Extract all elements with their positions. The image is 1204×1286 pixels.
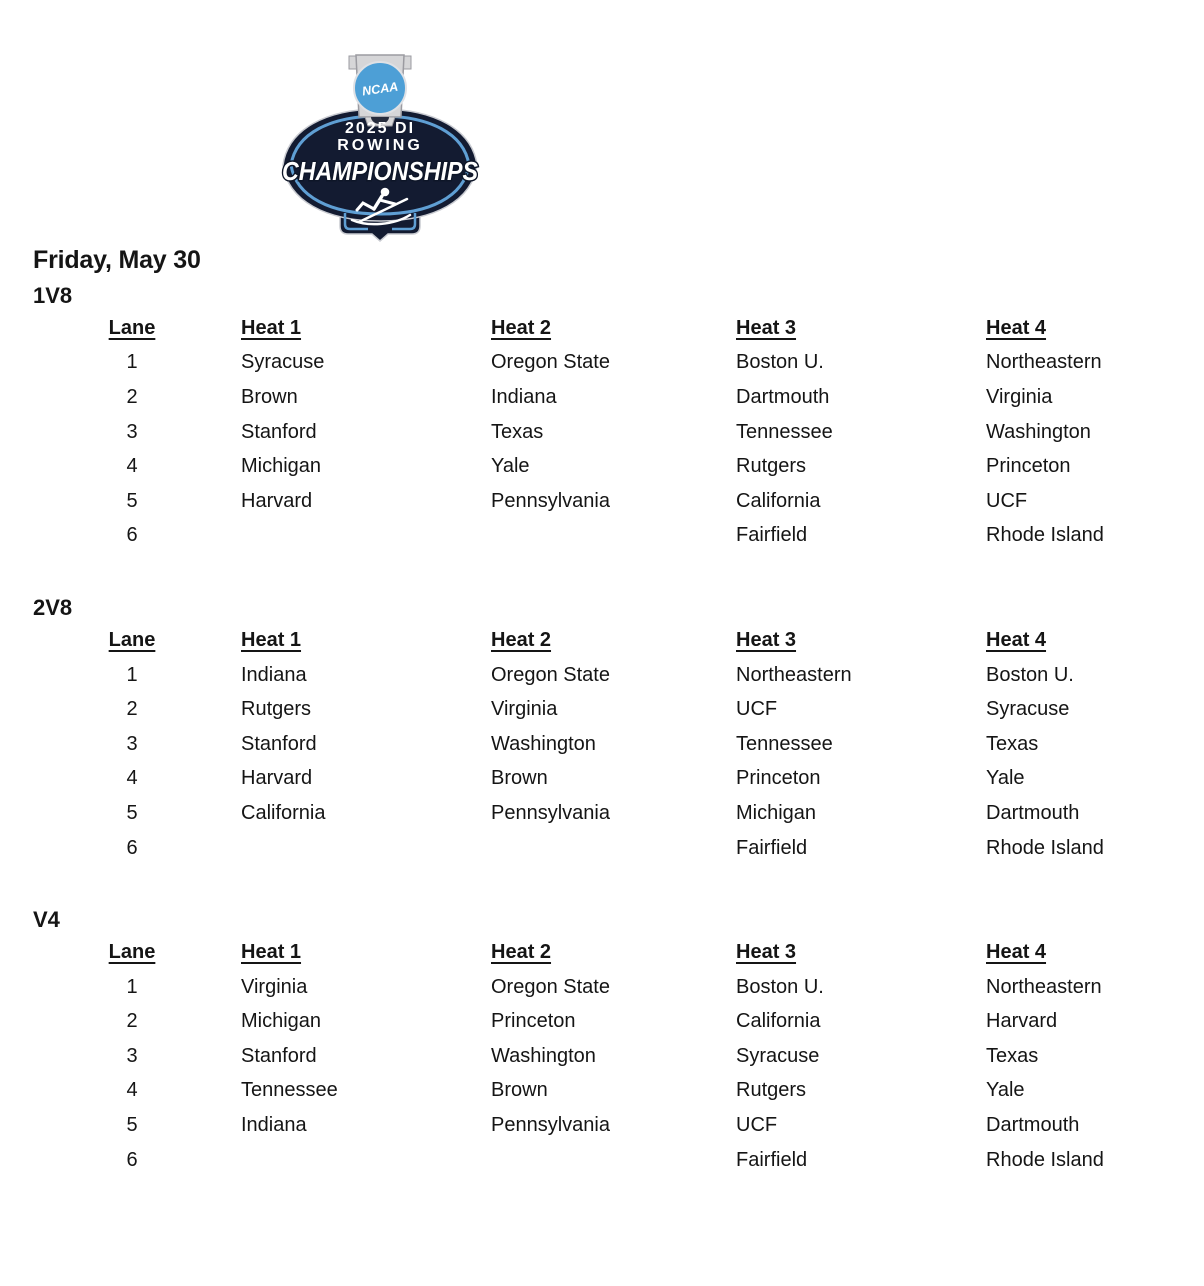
column-header-heat-2 <box>491 317 736 340</box>
lane-row <box>106 658 1204 693</box>
lane-row <box>106 831 1204 866</box>
column-header-heat-1 <box>241 317 491 340</box>
column-header-lane <box>106 317 158 340</box>
team-name: Oregon State <box>491 351 610 374</box>
column-header-label: Heat 1 <box>241 316 302 339</box>
event-section <box>0 281 1204 553</box>
team-name: UCF <box>736 1114 778 1137</box>
column-header-heat-4 <box>986 317 1204 340</box>
event-title-v4: V4 <box>33 907 60 933</box>
lane-number: 5 <box>126 489 138 512</box>
lane-row <box>106 762 1204 797</box>
heat-table <box>106 935 1204 1177</box>
lane-number: 3 <box>126 1044 138 1067</box>
team-name: Dartmouth <box>986 801 1080 824</box>
team-name: Syracuse <box>986 698 1070 721</box>
team-name: Texas <box>491 420 544 443</box>
column-header-label: Heat 3 <box>736 628 797 651</box>
logo-year-division-text: 2025 DI <box>344 120 416 137</box>
column-header-label: Heat 4 <box>986 316 1047 339</box>
team-name: Northeastern <box>986 975 1102 998</box>
team-name: Northeastern <box>986 351 1102 374</box>
team-name: Princeton <box>986 455 1071 478</box>
team-name: Michigan <box>241 455 322 478</box>
team-name: Indiana <box>241 663 307 686</box>
team-name: Yale <box>986 767 1025 790</box>
lane-number: 1 <box>126 663 138 686</box>
lane-row <box>106 1143 1204 1178</box>
lane-number: 6 <box>126 1148 138 1171</box>
column-header-heat-3 <box>736 317 986 340</box>
lane-row <box>106 796 1204 831</box>
column-header-heat-1 <box>241 941 491 964</box>
team-name: Stanford <box>241 1044 317 1067</box>
lane-row <box>106 1039 1204 1074</box>
logo-sport-text: ROWING <box>337 137 423 154</box>
team-name: Rhode Island <box>986 524 1104 547</box>
team-name: Syracuse <box>241 351 325 374</box>
lane-row <box>106 1074 1204 1109</box>
heat-table <box>106 623 1204 865</box>
team-name: Rutgers <box>736 1079 807 1102</box>
team-name: Texas <box>986 1044 1039 1067</box>
header-row <box>106 311 1204 346</box>
column-header-label: Lane <box>108 941 156 964</box>
lane-row <box>106 449 1204 484</box>
team-name: Rhode Island <box>986 836 1104 859</box>
team-name: Brown <box>491 1079 548 1102</box>
team-name: Pennsylvania <box>491 489 610 512</box>
header-area <box>0 0 1204 245</box>
heat-table <box>106 311 1204 553</box>
column-header-label: Heat 3 <box>736 941 797 964</box>
column-header-label: Heat 1 <box>241 628 302 651</box>
column-header-heat-3 <box>736 941 986 964</box>
team-name: Rutgers <box>241 698 312 721</box>
event-title-1v8: 1V8 <box>33 283 73 308</box>
lane-number: 6 <box>126 836 138 859</box>
ncaa-rowing-championships-logo <box>280 53 480 245</box>
team-name: Princeton <box>736 767 821 790</box>
event-section <box>0 593 1204 865</box>
lane-row <box>106 380 1204 415</box>
team-name: Michigan <box>241 1010 322 1033</box>
column-header-heat-1 <box>241 629 491 652</box>
team-name: Yale <box>491 455 530 478</box>
team-name: Boston U. <box>736 975 824 998</box>
team-name: Brown <box>491 767 548 790</box>
column-header-lane <box>106 941 158 964</box>
lane-number: 3 <box>126 420 138 443</box>
column-header-heat-2 <box>491 629 736 652</box>
team-name: Texas <box>986 732 1039 755</box>
team-name: Pennsylvania <box>491 1114 610 1137</box>
lane-number: 2 <box>126 1010 138 1033</box>
column-header-label: Heat 1 <box>241 941 302 964</box>
team-name: Michigan <box>736 801 817 824</box>
team-name: Stanford <box>241 420 317 443</box>
team-name: Indiana <box>241 1114 307 1137</box>
team-name: UCF <box>736 698 778 721</box>
team-name: Virginia <box>241 975 308 998</box>
ncaa-text: NCAA <box>361 79 399 99</box>
column-header-lane <box>106 629 158 652</box>
team-name: Rutgers <box>736 455 807 478</box>
logo-event-text: CHAMPIONSHIPS <box>282 156 479 186</box>
team-name: Tennessee <box>736 732 833 755</box>
column-header-heat-4 <box>986 629 1204 652</box>
lane-row <box>106 970 1204 1005</box>
team-name: Oregon State <box>491 975 610 998</box>
lane-row <box>106 519 1204 554</box>
team-name: Fairfield <box>736 1148 808 1171</box>
column-header-label: Heat 3 <box>736 316 797 339</box>
lane-row <box>106 1005 1204 1040</box>
lane-number: 2 <box>126 698 138 721</box>
team-name: Boston U. <box>986 663 1074 686</box>
column-header-label: Heat 2 <box>491 316 552 339</box>
team-name: Harvard <box>241 767 313 790</box>
team-name: Fairfield <box>736 524 808 547</box>
team-name: Rhode Island <box>986 1148 1104 1171</box>
event-title-2v8: 2V8 <box>33 595 73 621</box>
column-header-heat-3 <box>736 629 986 652</box>
column-header-heat-4 <box>986 941 1204 964</box>
team-name: Brown <box>241 385 298 408</box>
team-name: Tennessee <box>736 420 833 443</box>
team-name: Harvard <box>986 1010 1058 1033</box>
lane-number: 1 <box>126 975 138 998</box>
column-header-label: Heat 4 <box>986 941 1047 964</box>
date-heading: Friday, May 30 <box>33 246 201 274</box>
championships-logo-icon <box>280 53 480 245</box>
header-row <box>106 935 1204 970</box>
team-name: Washington <box>491 732 596 755</box>
lane-row <box>106 415 1204 450</box>
team-name: Fairfield <box>736 836 808 859</box>
lane-row <box>106 346 1204 381</box>
team-name: Princeton <box>491 1010 576 1033</box>
team-name: Indiana <box>491 385 557 408</box>
team-name: California <box>736 1010 821 1033</box>
team-name: Harvard <box>241 489 313 512</box>
lane-number: 5 <box>126 801 138 824</box>
lane-row <box>106 727 1204 762</box>
lane-number: 4 <box>126 1079 138 1102</box>
ncaa-seal-icon <box>354 62 406 114</box>
team-name: Pennsylvania <box>491 801 610 824</box>
team-name: Yale <box>986 1079 1025 1102</box>
lane-row <box>106 484 1204 519</box>
lane-number: 6 <box>126 524 138 547</box>
lane-number: 4 <box>126 455 138 478</box>
lane-number: 4 <box>126 767 138 790</box>
lane-row <box>106 692 1204 727</box>
column-header-label: Heat 4 <box>986 628 1047 651</box>
header-row <box>106 623 1204 658</box>
team-name: Dartmouth <box>986 1114 1080 1137</box>
team-name: Tennessee <box>241 1079 338 1102</box>
team-name: Washington <box>491 1044 596 1067</box>
column-header-label: Lane <box>108 628 156 651</box>
team-name: California <box>241 801 326 824</box>
team-name: Dartmouth <box>736 385 830 408</box>
team-name: Syracuse <box>736 1044 820 1067</box>
team-name: UCF <box>986 489 1028 512</box>
team-name: Northeastern <box>736 663 852 686</box>
team-name: Boston U. <box>736 351 824 374</box>
lane-number: 2 <box>126 385 138 408</box>
team-name: Washington <box>986 420 1091 443</box>
team-name: Virginia <box>986 385 1053 408</box>
team-name: California <box>736 489 821 512</box>
lane-number: 5 <box>126 1114 138 1137</box>
column-header-label: Heat 2 <box>491 941 552 964</box>
event-section <box>0 905 1204 1177</box>
team-name: Oregon State <box>491 663 610 686</box>
column-header-heat-2 <box>491 941 736 964</box>
lane-number: 1 <box>126 351 138 374</box>
sections-container <box>0 281 1204 1177</box>
lane-number: 3 <box>126 732 138 755</box>
team-name: Virginia <box>491 698 558 721</box>
team-name: Stanford <box>241 732 317 755</box>
lane-row <box>106 1108 1204 1143</box>
column-header-label: Heat 2 <box>491 628 552 651</box>
column-header-label: Lane <box>108 316 156 339</box>
